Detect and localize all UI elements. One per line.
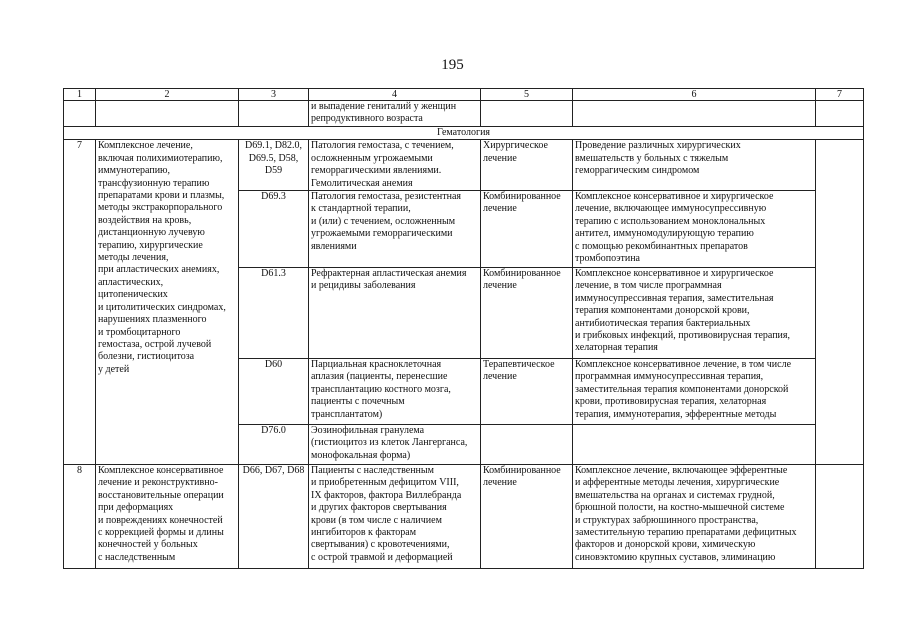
row-number: 7 xyxy=(64,140,96,465)
column-number: 2 xyxy=(96,89,239,101)
row-number: 8 xyxy=(64,465,96,569)
treatment-method: Комплексное консервативное и хирургическое лечение, в том числе программная иммуносупрессивная терапия, заместительная терапия компонентами донорской крови, антибиотическая терапия бактериальных и грибковых инфекций, противовирусная терапия, хелаторная терапия xyxy=(573,268,816,359)
disease-cell: Патология гемостаза, с течением, осложненным угрожаемыми геморрагическими явлениями. Гемолитическая анемия xyxy=(309,140,481,191)
treatment-description: Комплексное лечение, включая полихимиотерапию, иммунотерапию, трансфузионную терапию препаратами крови и плазмы, методы экстракорпорального воздействия на кровь, дистанционную лучевую терапию, хирургические методы лечения, при апластических анемиях, апластических, цитопенических и цитолитических синдромах, нарушениях плазменного и тромбоцитарного гемостаза, острой лучевой болезни, гистиоцитоза у детей xyxy=(96,140,239,465)
disease-cell: Эозинофильная гранулема (гистиоцитоз из клеток Лангерганса, монофокальная форма) xyxy=(309,425,481,465)
treatment-method xyxy=(573,425,816,465)
section-title: Гематология xyxy=(64,127,864,140)
treatment-type: Терапевтическое лечение xyxy=(481,359,573,425)
table-row xyxy=(64,140,864,191)
table-row xyxy=(64,465,864,569)
disease-cell: Патология гемостаза, резистентная к стандартной терапии, и (или) с течением, осложненным угрожаемыми геморрагическими явлениями xyxy=(309,191,481,268)
disease-cell: Рефрактерная апластическая анемия и рецидивы заболевания xyxy=(309,268,481,359)
treatment-description: Комплексное консервативное лечение и реконструктивно- восстановительные операции при деформациях и повреждениях конечностей с коррекцией формы и длины конечностей у больных с наследственным xyxy=(96,465,239,569)
column-number: 5 xyxy=(481,89,573,101)
icd-codes: D69.1, D82.0, D69.5, D58, D59 xyxy=(239,140,309,191)
disease-cell: и выпадение гениталий у женщин репродуктивного возраста xyxy=(309,101,481,127)
treatment-type: Комбинированное лечение xyxy=(481,465,573,569)
treatment-method: Комплексное консервативное и хирургическое лечение, включающее иммуносупрессивную терапию с использованием моноклональных антител, иммуномодулирующую терапию с помощью рекомбинантных препаратов тромбопоэтина xyxy=(573,191,816,268)
disease-cell: Парциальная красноклеточная аплазия (пациенты, перенесшие трансплантацию костного мозга, пациенты с почечным трансплантатом) xyxy=(309,359,481,425)
icd-codes: D76.0 xyxy=(239,425,309,465)
column-number: 3 xyxy=(239,89,309,101)
column-number: 1 xyxy=(64,89,96,101)
column-number: 6 xyxy=(573,89,816,101)
icd-codes: D66, D67, D68 xyxy=(239,465,309,569)
treatment-type: Комбинированное лечение xyxy=(481,268,573,359)
treatment-type: Хирургическое лечение xyxy=(481,140,573,191)
column-number: 7 xyxy=(816,89,864,101)
icd-codes: D61.3 xyxy=(239,268,309,359)
treatment-type xyxy=(481,425,573,465)
section-row xyxy=(64,127,864,140)
column-numbers-row xyxy=(64,89,864,101)
treatment-method: Комплексное консервативное лечение, в том числе программная иммуносупрессивная терапия, заместительная терапия компонентами донорской крови, противовирусная терапия, хелаторная терапия, иммунотерапия, эфферентные методы xyxy=(573,359,816,425)
treatment-method: Проведение различных хирургических вмешательств у больных с тяжелым геморрагическим синдромом xyxy=(573,140,816,191)
treatment-method: Комплексное лечение, включающее эфферентные и афферентные методы лечения, хирургические вмешательства на органах и системах грудной, брюшной полости, на костно-мышечной системе и структурах забрюшинного пространства, заместительную терапию препаратами дефицитных факторов и донорской крови, химическую синовэктомию крупных суставов, элиминацию xyxy=(573,465,816,569)
icd-codes: D69.3 xyxy=(239,191,309,268)
column-number: 4 xyxy=(309,89,481,101)
treatment-type: Комбинированное лечение xyxy=(481,191,573,268)
continuation-row xyxy=(64,101,864,127)
disease-cell: Пациенты с наследственным и приобретенным дефицитом VIII, IX факторов, фактора Виллебранда и других факторов свертывания крови (в том числе с наличием ингибиторов к факторам свертывания) с кровотечениями, с острой травмой и деформацией xyxy=(309,465,481,569)
icd-codes: D60 xyxy=(239,359,309,425)
medical-care-table xyxy=(63,88,864,569)
page-number: 195 xyxy=(441,57,464,73)
